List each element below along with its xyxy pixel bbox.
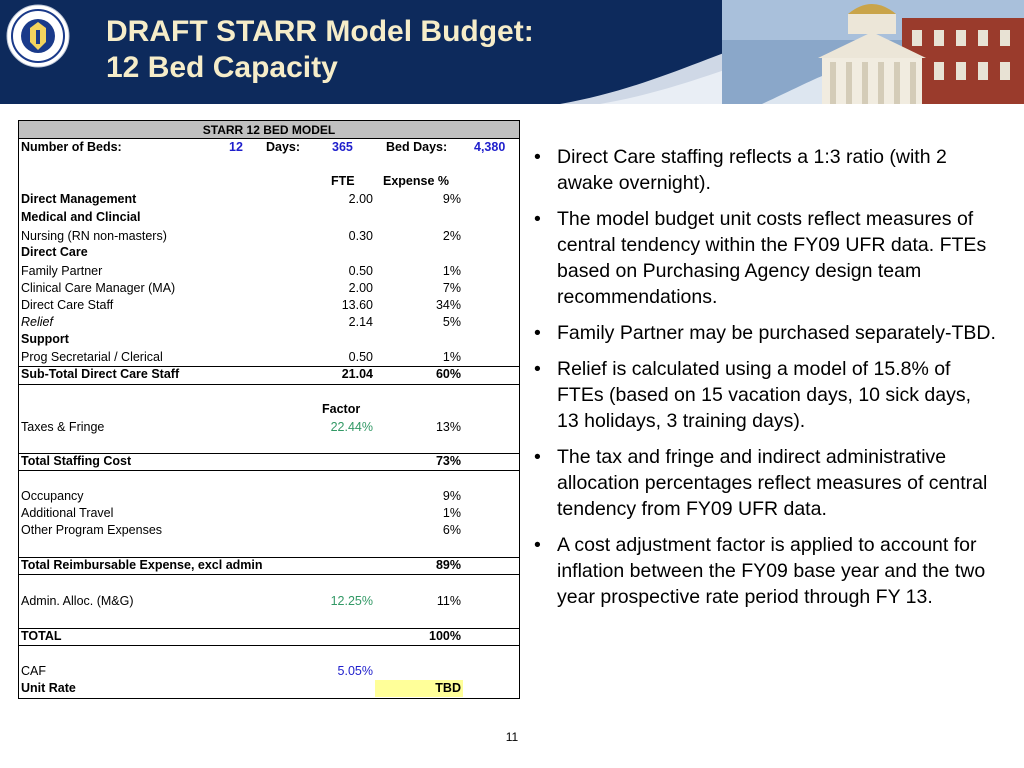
bullet-item — [534, 206, 996, 310]
table-row — [19, 349, 519, 366]
bullet-item — [534, 444, 996, 522]
row-label: Relief — [21, 315, 53, 329]
bullet-text: The tax and fringe and indirect administrative allocation percentages reflect measures of central tendency from FY09 UFR data. — [557, 446, 988, 520]
total-row — [19, 628, 519, 645]
row-label: Occupancy — [21, 489, 84, 503]
bullet-item — [534, 144, 996, 196]
total-staffing-row — [19, 453, 519, 470]
row-label: Other Program Expenses — [21, 523, 163, 537]
row-label: Nursing (RN non-masters) — [21, 229, 167, 243]
row-label: Additional Travel — [21, 506, 114, 520]
section-label: Direct Care — [21, 245, 88, 259]
table-row — [19, 314, 519, 331]
row-label: Unit Rate — [21, 681, 76, 695]
section-label: Medical and Clincial — [21, 210, 141, 224]
notes-bullet-list — [534, 144, 996, 620]
section-label: Support — [21, 332, 69, 346]
col-factor: Factor — [322, 402, 361, 416]
row-label: Direct Management — [21, 192, 137, 206]
row-fte: 2.00 — [348, 281, 373, 295]
row-factor: 12.25% — [330, 594, 373, 608]
state-house-image — [722, 0, 1024, 104]
row-pct: 1% — [442, 506, 461, 520]
row-label: Total Staffing Cost — [21, 454, 132, 468]
days-label: Days: — [266, 140, 301, 154]
row-fte: 21.04 — [341, 367, 373, 381]
row-pct: 5% — [442, 315, 461, 329]
days-value: 365 — [332, 140, 353, 154]
bullet-dot: • — [534, 534, 541, 556]
title-line-1: DRAFT STARR Model Budget: — [106, 15, 534, 48]
row-factor: 22.44% — [330, 420, 373, 434]
row-label: Taxes & Fringe — [21, 420, 105, 434]
row-pct: 100% — [429, 629, 461, 643]
table-row — [19, 505, 519, 522]
row-pct: 11% — [436, 594, 461, 608]
row-fte: 2.14 — [348, 315, 373, 329]
divider — [19, 645, 519, 646]
table-row — [19, 191, 519, 208]
col-expense: Expense % — [383, 174, 450, 188]
total-reimbursable-row — [19, 557, 519, 574]
row-pct: 34% — [435, 298, 461, 312]
table-row — [19, 522, 519, 539]
bullet-dot: • — [534, 322, 541, 344]
beds-row — [19, 139, 519, 156]
massachusetts-seal-icon — [6, 4, 70, 68]
row-fte: 0.50 — [348, 350, 373, 364]
slide-title — [106, 14, 534, 86]
row-value: TBD — [435, 681, 461, 695]
bullet-item — [534, 356, 996, 434]
section-row — [19, 244, 519, 261]
row-label: Prog Secretarial / Clerical — [21, 350, 163, 364]
bullet-text: Family Partner may be purchased separately-TBD. — [557, 322, 996, 344]
row-fte: 13.60 — [341, 298, 373, 312]
divider — [19, 574, 519, 575]
divider — [19, 470, 519, 471]
bullet-dot: • — [534, 146, 541, 168]
row-fte: 2.00 — [348, 192, 373, 206]
row-pct: 89% — [435, 558, 461, 572]
row-label: TOTAL — [21, 629, 62, 643]
budget-table — [18, 120, 520, 699]
row-pct: 9% — [442, 489, 461, 503]
row-fte: 0.30 — [348, 229, 373, 243]
bullet-text: A cost adjustment factor is applied to account for inflation between the FY09 base year and the two year prospective rate period through FY 13. — [557, 534, 986, 608]
bullet-text: Relief is calculated using a model of 15.8% of FTEs (based on 15 vacation days, 10 sick days, 13 holidays, 3 training days). — [557, 358, 972, 432]
table-row — [19, 263, 519, 280]
row-label: Clinical Care Manager (MA) — [21, 281, 176, 295]
bullet-text: Direct Care staffing reflects a 1:3 ratio (with 2 awake overnight). — [557, 146, 947, 194]
divider — [19, 384, 519, 385]
table-row — [19, 297, 519, 314]
col-fte: FTE — [331, 174, 355, 188]
beds-value: 12 — [229, 140, 243, 154]
row-label: Sub-Total Direct Care Staff — [21, 367, 180, 381]
row-pct: 1% — [442, 264, 461, 278]
table-row — [19, 228, 519, 245]
table-row — [19, 488, 519, 505]
bullet-dot: • — [534, 446, 541, 468]
section-row — [19, 331, 519, 348]
row-pct: 13% — [435, 420, 461, 434]
slide-header — [0, 0, 1024, 104]
table-row — [19, 280, 519, 297]
title-line-2: 12 Bed Capacity — [106, 51, 338, 84]
row-pct: 2% — [442, 229, 461, 243]
bed-days-label: Bed Days: — [386, 140, 448, 154]
row-pct: 9% — [442, 192, 461, 206]
column-headers-row — [19, 173, 519, 190]
section-row — [19, 209, 519, 226]
row-factor: 5.05% — [337, 664, 373, 678]
subtotal-row — [19, 366, 519, 383]
row-pct: 60% — [435, 367, 461, 381]
bullet-dot: • — [534, 208, 541, 230]
row-label: Total Reimbursable Expense, excl admin — [21, 558, 263, 572]
bullet-dot: • — [534, 358, 541, 380]
row-label: CAF — [21, 664, 46, 678]
bullet-text: The model budget unit costs reflect measures of central tendency within the FY09 UFR data. FTEs based on Purchasing Agency design team recommendations. — [557, 208, 987, 308]
page-number: 11 — [505, 730, 519, 744]
table-row — [19, 663, 519, 680]
row-label: Direct Care Staff — [21, 298, 114, 312]
table-row — [19, 593, 519, 610]
row-pct: 1% — [442, 350, 461, 364]
row-fte: 0.50 — [348, 264, 373, 278]
row-pct: 7% — [442, 281, 461, 295]
factor-header-row — [19, 401, 519, 418]
beds-label: Number of Beds: — [21, 140, 122, 154]
row-pct: 73% — [435, 454, 461, 468]
bullet-item — [534, 320, 996, 346]
table-row — [19, 419, 519, 436]
bed-days-value: 4,380 — [474, 140, 506, 154]
bullet-item — [534, 532, 996, 610]
unit-rate-row — [19, 680, 519, 697]
table-header: STARR 12 BED MODEL — [19, 121, 519, 139]
row-pct: 6% — [442, 523, 461, 537]
row-label: Family Partner — [21, 264, 103, 278]
row-label: Admin. Alloc. (M&G) — [21, 594, 134, 608]
